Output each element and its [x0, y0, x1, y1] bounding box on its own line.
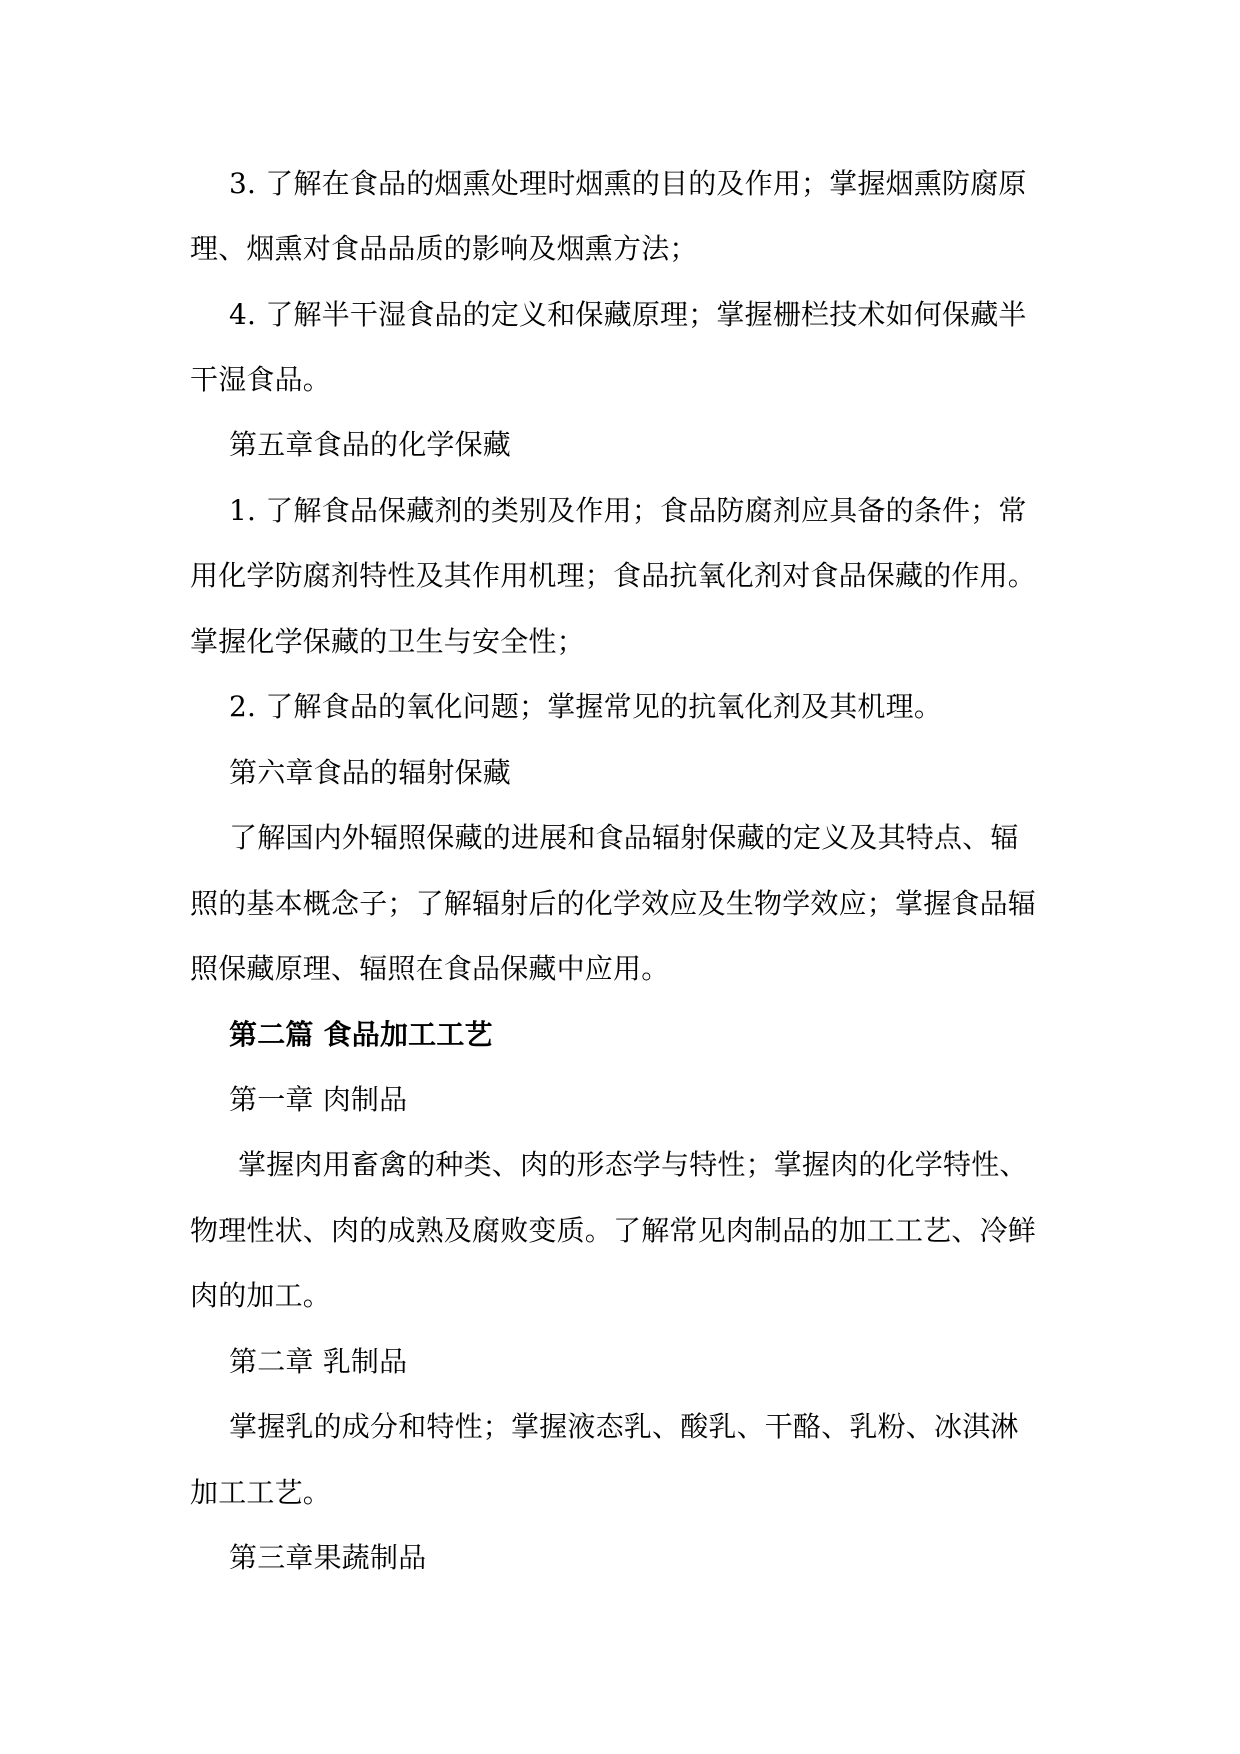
part-heading: 第二篇 食品加工工艺 [229, 1018, 493, 1051]
paragraph-line: 照的基本概念子；了解辐射后的化学效应及生物学效应；掌握食品辐 [190, 887, 1037, 920]
paragraph-line: 干湿食品。 [190, 363, 332, 396]
chapter-heading: 第三章果蔬制品 [229, 1541, 427, 1574]
chapter-heading: 第一章 肉制品 [229, 1083, 408, 1116]
paragraph-line: 4. 了解半干湿食品的定义和保藏原理；掌握栅栏技术如何保藏半 [229, 298, 1027, 331]
paragraph-line: 掌握化学保藏的卫生与安全性； [190, 625, 585, 658]
paragraph-line: 了解国内外辐照保藏的进展和食品辐射保藏的定义及其特点、辐 [229, 821, 1019, 854]
paragraph-line: 掌握乳的成分和特性；掌握液态乳、酸乳、干酪、乳粉、冰淇淋 [229, 1410, 1019, 1443]
paragraph-line: 3. 了解在食品的烟熏处理时烟熏的目的及作用；掌握烟熏防腐原 [229, 167, 1027, 200]
paragraph-line: 肉的加工。 [190, 1279, 332, 1312]
paragraph-line: 加工工艺。 [190, 1476, 332, 1509]
paragraph-line: 2. 了解食品的氧化问题；掌握常见的抗氧化剂及其机理。 [229, 690, 943, 723]
paragraph-line: 物理性状、肉的成熟及腐败变质。了解常见肉制品的加工工艺、冷鲜 [190, 1214, 1037, 1247]
paragraph-line: 用化学防腐剂特性及其作用机理；食品抗氧化剂对食品保藏的作用。 [190, 559, 1037, 592]
chapter-heading: 第二章 乳制品 [229, 1345, 408, 1378]
paragraph-line: 1. 了解食品保藏剂的类别及作用；食品防腐剂应具备的条件；常 [229, 494, 1027, 527]
chapter-heading: 第五章食品的化学保藏 [229, 428, 512, 461]
paragraph-line: 照保藏原理、辐照在食品保藏中应用。 [190, 952, 670, 985]
paragraph-line: 掌握肉用畜禽的种类、肉的形态学与特性；掌握肉的化学特性、 [238, 1148, 1028, 1181]
paragraph-line: 理、烟熏对食品品质的影响及烟熏方法； [190, 232, 698, 265]
chapter-heading: 第六章食品的辐射保藏 [229, 756, 512, 789]
